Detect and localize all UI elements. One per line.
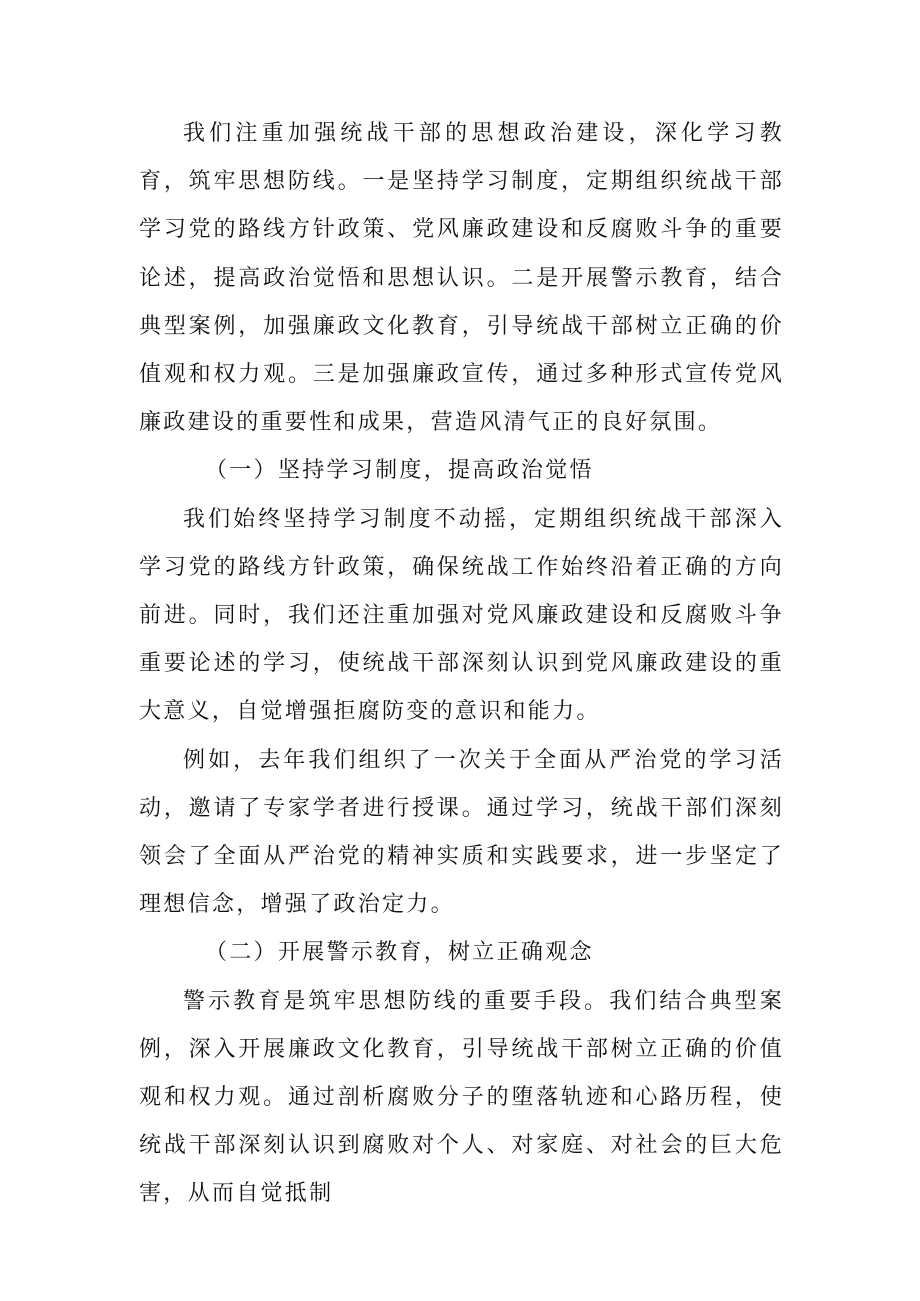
- document-body: [139, 110, 784, 1219]
- paragraph: 我们注重加强统战干部的思想政治建设，深化学习教育，筑牢思想防线。一是坚持学习制度，定期组织统战干部学习党的路线方针政策、党风廉政建设和反腐败斗争的重要论述，提高政治觉悟和思想认识。二是开展警示教育，结合典型案例，加强廉政文化教育，引导统战干部树立正确的价值观和权力观。三是加强廉政宣传，通过多种形式宣传党风廉政建设的重要性和成果，营造风清气正的良好氛围。: [139, 121, 784, 436]
- paragraph: 警示教育是筑牢思想防线的重要手段。我们结合典型案例，深入开展廉政文化教育，引导统战干部树立正确的价值观和权力观。通过剖析腐败分子的堕落轨迹和心路历程，使统战干部深刻认识到腐败对个人、对家庭、对社会的巨大危害，从而自觉抵制: [139, 988, 784, 1207]
- section-heading: （一）坚持学习制度，提高政治觉悟: [205, 458, 594, 484]
- paragraph: 例如，去年我们组织了一次关于全面从严治党的学习活动，邀请了专家学者进行授课。通过学习，统战干部们深刻领会了全面从严治党的精神实质和实践要求，进一步坚定了理想信念，增强了政治定力。: [139, 747, 784, 918]
- paragraph: 我们始终坚持学习制度不动摇，定期组织统战干部深入学习党的路线方针政策，确保统战工作始终沿着正确的方向前进。同时，我们还注重加强对党风廉政建设和反腐败斗争重要论述的学习，使统战干部深刻认识到党风廉政建设的重大意义，自觉增强拒腐防变的意识和能力。: [139, 506, 784, 725]
- section-heading: （二）开展警示教育，树立正确观念: [205, 940, 594, 966]
